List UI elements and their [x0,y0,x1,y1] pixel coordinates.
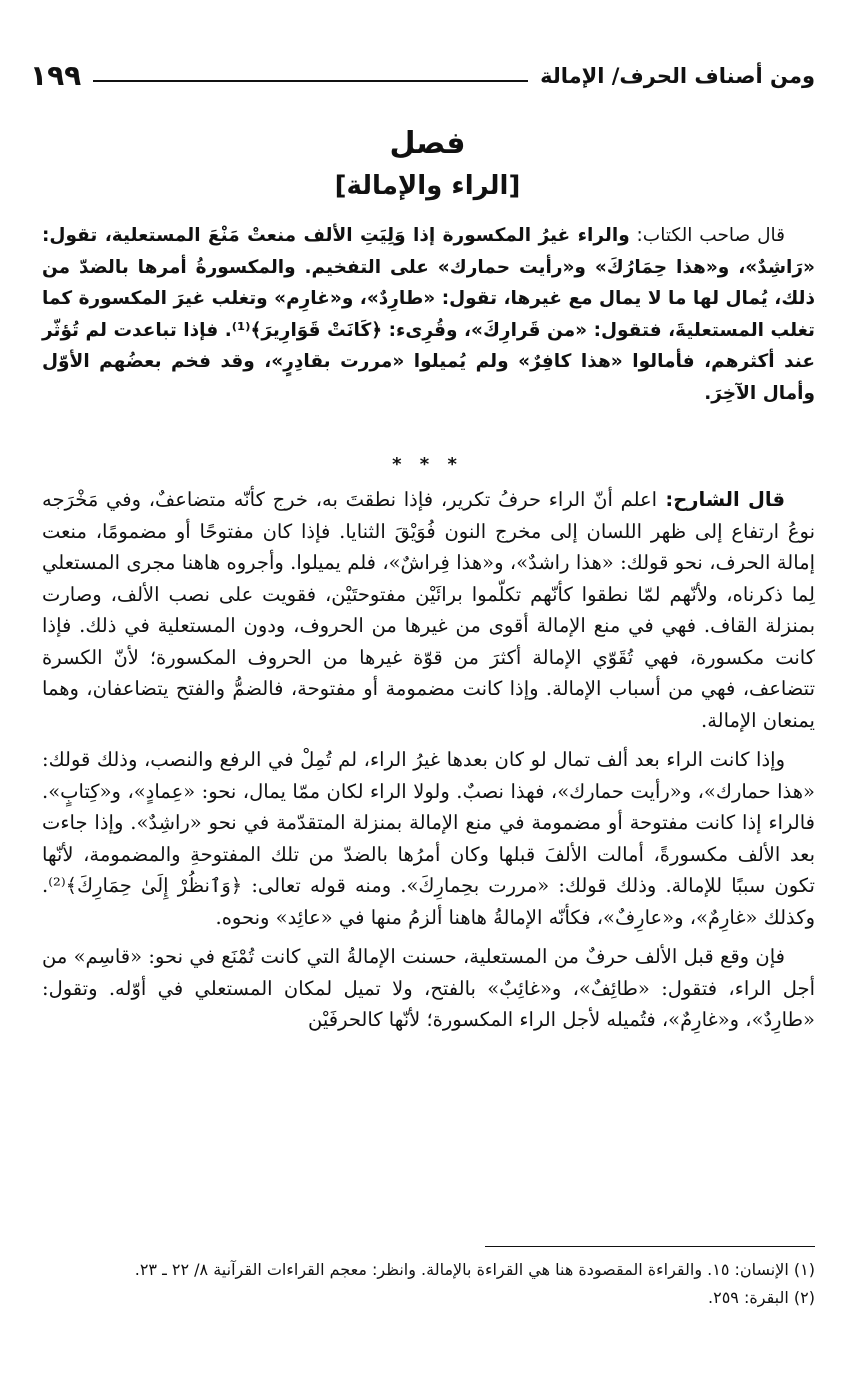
quote-lead: قال صاحب الكتاب: [629,225,786,246]
header-rule [93,80,528,82]
commentary-paragraph-3: فإن وقع قبل الألف حرفٌ من المستعلية، حسنت الإمالةُ التي كانت تُمْنَع في نحو: «قاسِم» من أجل الراء، فتقول: «طائِفٌ»، و«غائِبٌ» بالفتح، ولا تميل لمكان المستعلي في أوّله. وتقول: «طارِدٌ»، و«غارِمٌ»، فتُميله لأجل الراء المكسورة؛ لأنّها كالحرفَيْن [42,945,815,1031]
running-title: ومن أصناف الحرف/ الإمالة [540,64,815,88]
commentary-paragraph-2: وإذا كانت الراء بعد ألف تمال لو كان بعدها غيرُ الراء، لم تُمِلْ في الرفع والنصب، وذلك قولك: «هذا حمارك»، و«رأيت حمارك»، فهذا نصبٌ. ولولا الراء لكان ممّا يمال، نحو: «عِمادٍ»، و«كِتابٍ». فالراء إذا كانت مفتوحة أو مضمومة في منع الإمالة بمنزلة المتقدّمة في نحو «راشِدٌ». وإذا جاءت بعد الألف مكسورةً، أمالت الألفَ قبلها وكان أمرُها بالضدّ من تلك المفتوحةِ والمضمومة، لأنّها تكون سببًا للإمالة. وذلك قولك: «مررت بحِمارِكَ». ومنه قوله تعالى: ﴿وَٱنظُرْ إِلَىٰ حِمَارِكَ﴾⁽²⁾. وكذلك «غارِمٌ»، و«عارِفٌ»، فكأنّه الإمالةُ هاهنا ألزمُ منها في «عائِد» ونحوه. [42,748,815,929]
quoted-paragraph [42,220,815,409]
commentary-paragraph-1 [42,484,815,736]
footnote-rule [485,1246,815,1247]
footnote-1: (١) الإنسان: ١٥. والقراءة المقصودة هنا هي القراءة بالإمالة. وانظر: معجم القراءات القرآنية ٨/ ٢٢ ـ ٢٣. [134,1260,815,1279]
page-header [30,52,815,92]
section-subtitle: [الراء والإمالة] [334,171,521,201]
commentary-block [42,484,815,1036]
section-title: فصل [389,126,466,161]
commentary-speaker: قال الشارح: [657,488,785,511]
footnote-2: (٢) البقرة: ٢٥٩. [708,1288,815,1307]
quote-text: والراء غيرُ المكسورة إذا وَلِيَتِ الألف منعتْ مَنْعَ المستعلية، تقول: «رَاشِدٌ»، و«هذا حِمَارُكَ» و«رأيت حمارك» على التفخيم. والمكسورةُ أمرها بالضدّ من ذلك، يُمال لها ما لا يمال مع غيرها، تقول: «طارِدٌ»، و«غارِم» وتغلب غيرَ المكسورة كما تغلب المستعليةَ، فتقول: «من قَرارِكَ»، وقُرِىء: ﴿كَانَتْ قَوَارِيرَ﴾⁽¹⁾. فإذا تباعدت لم تُؤثّر عند أكثرهم، فأمالوا «هذا كافِرٌ» ولم يُميلوا «مررت بقادِرٍ»، وقد فخم بعضُهم الأوّل وأمال الآخِرَ. [42,225,816,404]
commentary-text-1: اعلم أنّ الراء حرفُ تكرير، فإذا نطقتَ به، خرج كأنّه متضاعفٌ، وفي مَخْرَجه نوعُ ارتفاع إلى ظهر اللسان إلى مخرج النون فُوَيْقَ الثنايا. فإذا كان مفتوحًا أو مضمومًا، منعت إمالة الحرف، نحو قولك: «هذا راشدٌ»، و«هذا فِراشٌ»، فلم يميلوا. وأجروه هاهنا مجرى المستعلي لِما ذكرناه، ولأنّهم لمّا نطقوا كأنّهم تكلّموا برائَيْن مفتوحتَيْن، فقويت على نصب الألف، وصارت بمنزلة القاف. فهي في منع الإمالة أقوى من غيرها من الحروف، ودون المستعلية في ذلك. فإذا كانت مكسورة، فهي تُقَوّي الإمالة أكثرَ من قوّة غيرها من الحروف المكسورة؛ لأنّ الكسرة تتضاعف، فهي من أسباب الإمالة. وإذا كانت مضمومة أو مفتوحة، فالضمُّ والفتح يتضاعفان، وهما يمنعان الإمالة. [42,488,815,732]
footnotes [40,1256,815,1312]
page-number: ١٩٩ [30,59,82,92]
quoted-text-block [42,220,815,409]
section-separator: * * * [392,454,463,475]
